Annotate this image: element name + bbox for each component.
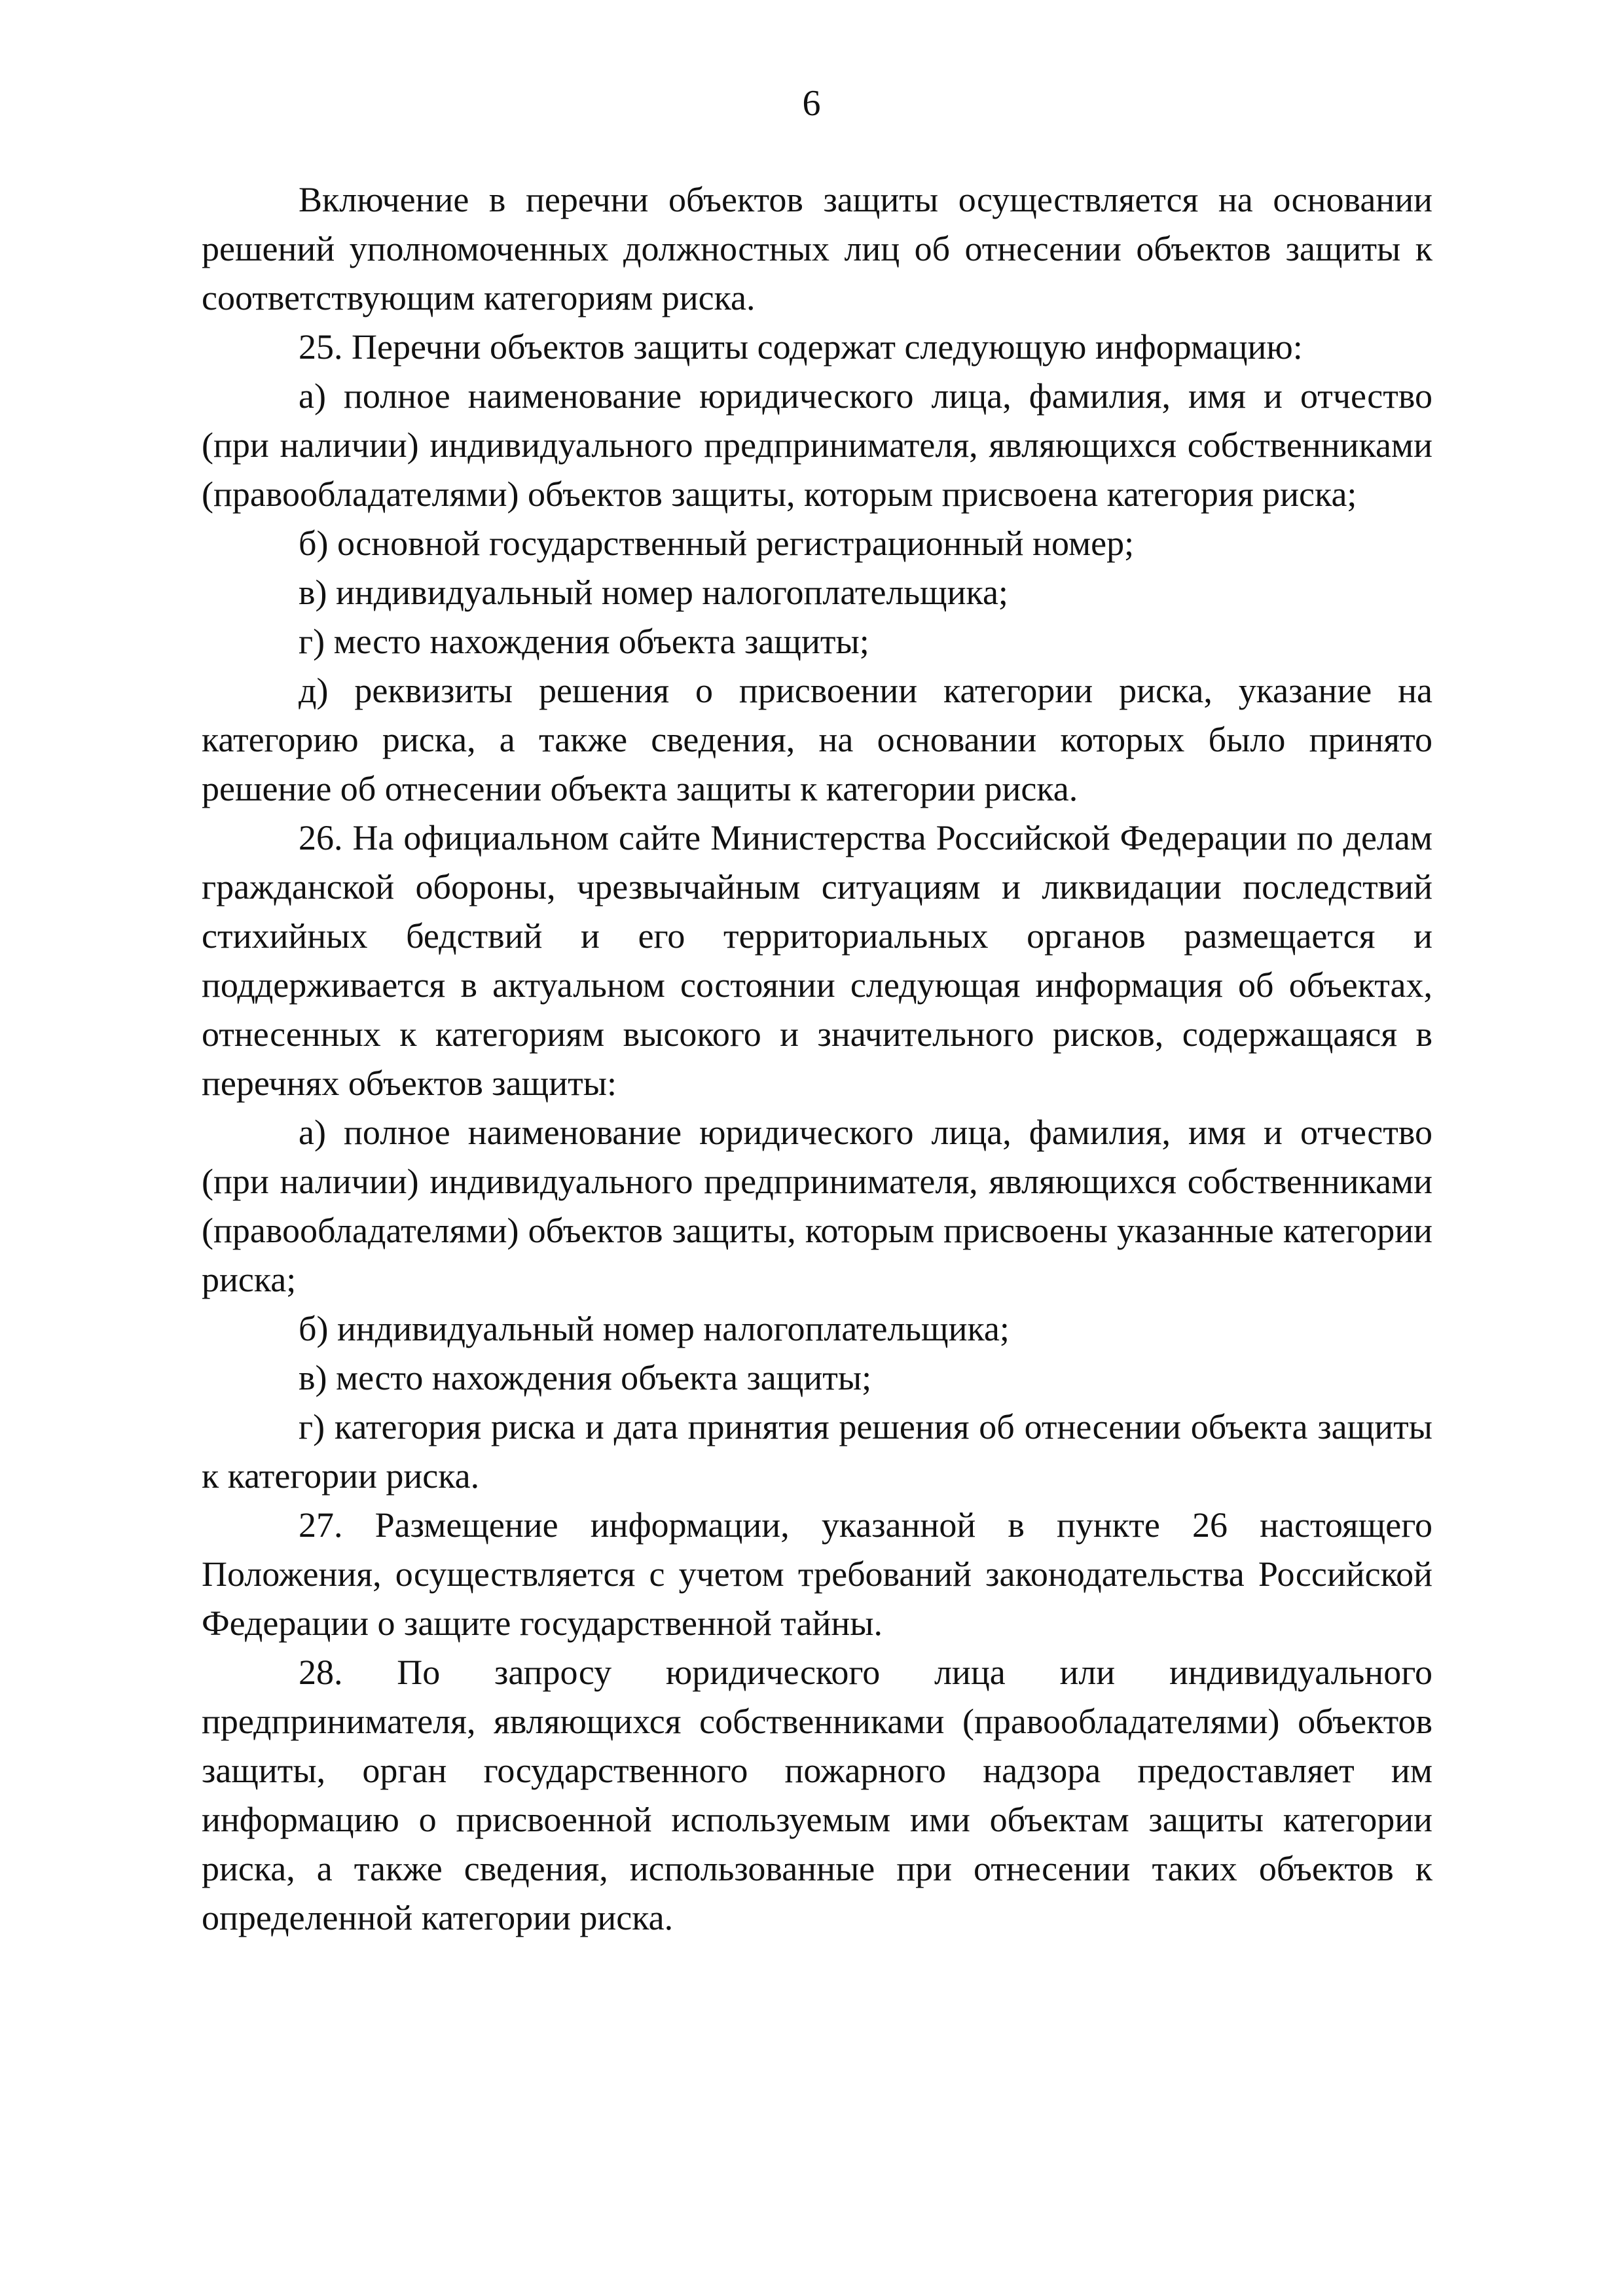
paragraph-26-g: г) категория риска и дата принятия решения об отнесении объекта защиты к категории риска. (202, 1407, 1432, 1496)
paragraph-26-v: в) место нахождения объекта защиты; (299, 1358, 872, 1397)
paragraph-25-d: д) реквизиты решения о присвоении категории риска, указание на категорию риска, а также сведения, на основании которых было принято решение об отнесении объекта защиты к категории риска. (202, 671, 1432, 808)
page-number: 6 (802, 83, 821, 124)
document-body (202, 175, 1432, 1943)
paragraph-25-a: а) полное наименование юридического лица, фамилия, имя и отчество (при наличии) индивидуального предпринимателя, являющихся собственниками (правообладателями) объектов защиты, которым присвоена категория риска; (202, 376, 1432, 514)
paragraph-26-a: а) полное наименование юридического лица, фамилия, имя и отчество (при наличии) индивидуального предпринимателя, являющихся собственниками (правообладателями) объектов защиты, которым присвоены указанные категории риска; (202, 1113, 1432, 1299)
paragraph-25-b: б) основной государственный регистрационный номер; (299, 524, 1135, 563)
paragraph-27: 27. Размещение информации, указанной в пункте 26 настоящего Положения, осуществляется с учетом требований законодательства Российской Федерации о защите государственной тайны. (202, 1505, 1432, 1643)
paragraph-26: 26. На официальном сайте Министерства Российской Федерации по делам гражданской обороны, чрезвычайным ситуациям и ликвидации последствий стихийных бедствий и его территориальных органов размещается и поддерживается в актуальном состоянии следующая информация об объектах, отнесенных к категориям высокого и значительного рисков, содержащаяся в перечнях объектов защиты: (202, 818, 1432, 1103)
paragraph-26-b: б) индивидуальный номер налогоплательщика; (299, 1309, 1010, 1348)
paragraph-inclusion: Включение в перечни объектов защиты осуществляется на основании решений уполномоченных должностных лиц об отнесении объектов защиты к соответствующим категориям риска. (202, 180, 1432, 317)
paragraph-25-v: в) индивидуальный номер налогоплательщика; (299, 573, 1008, 612)
paragraph-25-g: г) место нахождения объекта защиты; (299, 622, 869, 661)
paragraph-28: 28. По запросу юридического лица или индивидуального предпринимателя, являющихся собственниками (правообладателями) объектов защиты, орган государственного пожарного надзора предоставляет им информацию о присвоенной используемым ими объектам защиты категории риска, а также сведения, использованные при отнесении таких объектов к определенной категории риска. (202, 1653, 1432, 1937)
paragraph-25: 25. Перечни объектов защиты содержат следующую информацию: (299, 327, 1303, 367)
